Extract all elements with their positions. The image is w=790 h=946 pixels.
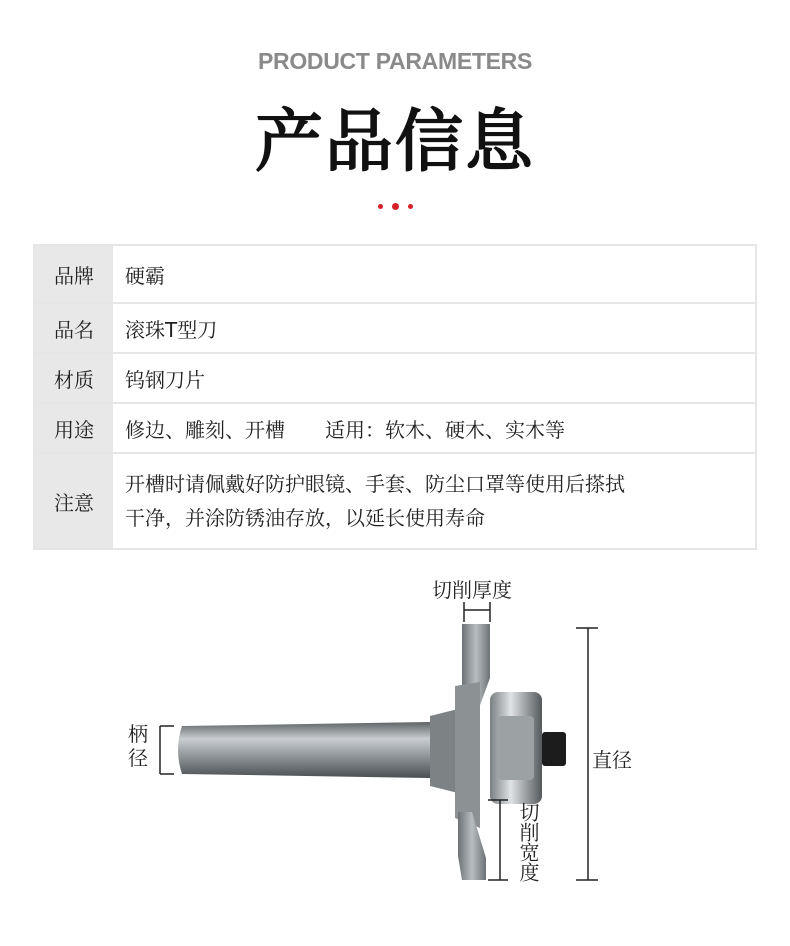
notice-line-1: 开槽时请佩戴好防护眼镜、手套、防尘口罩等使用后搽拭 — [125, 472, 625, 496]
diameter-label: 直径 — [592, 748, 632, 772]
spec-row-usage — [34, 403, 756, 453]
router-bit-image — [0, 566, 790, 942]
spec-value — [113, 453, 756, 549]
section-title: 产品信息 — [254, 103, 535, 182]
spec-value: 硬霸 — [113, 245, 756, 303]
spec-value: 钨钢刀片 — [113, 353, 756, 403]
cut-width-label: 切削宽度 — [516, 802, 540, 882]
spec-row-name — [34, 303, 756, 353]
usage-text: 修边、雕刻、开槽 — [125, 417, 285, 442]
spec-key: 品名 — [34, 303, 113, 353]
spec-key: 注意 — [34, 453, 113, 549]
section-subtitle: PRODUCT PARAMETERS — [257, 48, 532, 74]
dot-icon — [378, 204, 383, 209]
title-decoration-dots — [0, 203, 790, 210]
applicable-text: 适用：软木、硬木、实木等 — [325, 417, 565, 442]
spec-value: 滚珠T型刀 — [113, 303, 756, 353]
cut-thickness-label: 切削厚度 — [432, 578, 512, 602]
spec-key: 材质 — [34, 353, 113, 403]
spec-value — [113, 403, 756, 453]
router-bit-diagram — [0, 566, 790, 942]
dot-icon — [392, 203, 399, 210]
spec-table — [33, 244, 757, 550]
spec-row-notice — [34, 453, 756, 549]
spec-row-brand — [34, 245, 756, 303]
spec-row-material — [34, 353, 756, 403]
shank-diameter-label: 柄径 — [128, 722, 148, 770]
dot-icon — [408, 204, 413, 209]
spec-key: 用途 — [34, 403, 113, 453]
notice-line-2: 干净，并涂防锈油存放，以延长使用寿命 — [125, 506, 485, 530]
spec-key: 品牌 — [34, 245, 113, 303]
